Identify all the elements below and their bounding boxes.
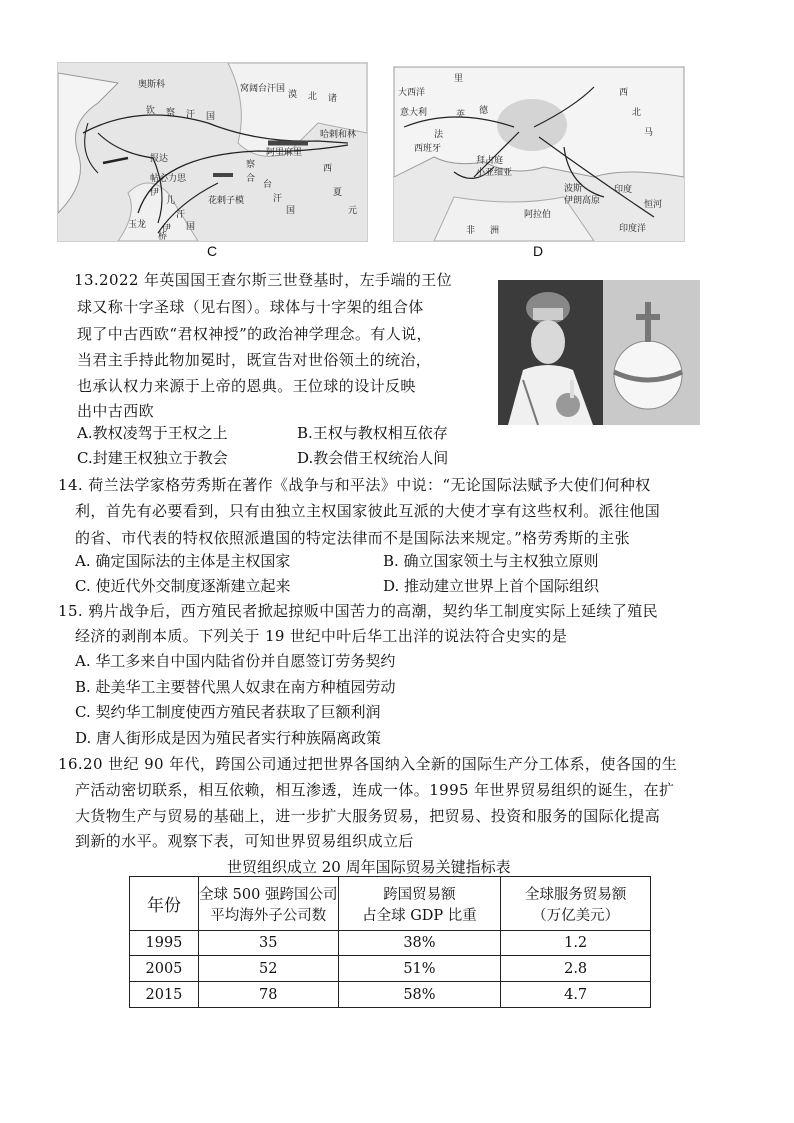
q15-option-c[interactable]: C. 契约华工制度使西方殖民者获取了巨额利润 [75,703,381,721]
d-label-17: 印度洋 [619,223,647,233]
cell-subsidiaries: 78 [198,982,338,1008]
header-services-line-2: （万亿美元） [532,907,620,924]
d-label-1: 里 [454,73,464,83]
q13-option-d[interactable]: D.教会借王权统治人间 [297,449,449,467]
header-subsidiaries-line-2: 平均海外子公司数 [210,907,327,924]
d-label-14: 北 [632,107,642,117]
c-label-16: 花剌子模 [208,195,245,205]
c-label-20: 伊 [150,187,160,197]
map-d [393,66,685,242]
map-d-drawing [394,67,684,241]
q13-stem-line-3: 现了中古西欧“君权神授”的政治神学理念。有人说， [77,325,432,343]
c-label-1: 钦 [146,105,156,115]
q15-option-d[interactable]: D. 唐人街形成是因为殖民者实行种族隔离政策 [75,729,382,747]
c-label-24: 报达 [150,153,169,163]
q14-option-b[interactable]: B. 确立国家领土与主权独立原则 [383,552,599,570]
c-label-3: 汗 [186,109,196,119]
c-label-2: 察 [166,107,176,117]
q14-option-d[interactable]: D. 推动建立世界上首个国际组织 [383,577,600,595]
d-label-4: 法 [434,129,444,139]
c-label-14: 汗 [273,193,283,203]
cell-trade-share: 58% [338,982,501,1008]
header-trade-share-line-2: 占全球 GDP 比重 [362,907,477,924]
q14-stem-line-2: 利，首先有必要看到，只有由独立主权国家彼此互派的大使才享有这些权利。派往他国 [75,502,661,520]
c-label-5: 窝阔台汗国 [240,83,286,93]
c-label-6: 漠 [288,89,298,99]
q15-stem-line-2: 经济的剥削本质。下列关于 19 世纪中叶后华工出洋的说法符合史实的是 [75,627,568,645]
table-row [130,931,651,956]
d-label-18: 恒河 [644,199,663,209]
coronation-photo-drawing [498,280,700,425]
q16-stem-line-1: 16.20 世纪 90 年代，跨国公司通过把世界各国纳入全新的国际生产分工体系，使各国的生 [58,755,678,773]
c-label-21: 儿 [166,195,176,205]
c-label-22: 汗 [176,209,186,219]
cell-year: 1995 [130,931,199,956]
map-c [57,62,368,242]
q13-stem-line-6: 出中古西欧 [77,402,155,420]
d-label-15: 马 [644,127,654,137]
c-label-23: 国 [186,221,196,231]
c-label-15: 国 [286,205,296,215]
q13-option-c[interactable]: C.封建王权独立于教会 [77,449,228,467]
c-label-4: 国 [206,111,216,121]
d-label-2: 英 [456,109,466,119]
c-label-7: 北 [308,91,318,101]
q13-stem-line-5: 也承认权力来源于上帝的恩典。王位球的设计反映 [77,377,416,395]
cell-trade-share: 51% [338,956,501,982]
q16-stem-line-4: 到新的水平。观察下表，可知世界贸易组织成立后 [75,832,414,850]
d-label-0: 大西洋 [398,87,426,97]
d-label-16: 印度 [614,184,633,194]
table-row [130,956,651,982]
c-label-19: 元 [348,205,358,215]
header-trade-share [338,877,501,931]
table-title: 世贸组织成立 20 周年国际贸易关键指标表 [227,858,511,876]
q13-stem-line-1: 13.2022 年英国国王查尔斯三世登基时，左手端的王位 [74,271,452,289]
d-label-7: 拜占庭 [476,155,504,165]
c-label-18: 夏 [333,187,343,197]
d-label-5: 德 [479,105,489,115]
indicator-table [129,876,651,1008]
cell-subsidiaries: 35 [198,931,338,956]
d-label-19: 阿拉伯 [524,209,552,219]
cell-trade-share: 38% [338,931,501,956]
d-label-11: 非 [466,225,476,235]
q14-option-c[interactable]: C. 使近代外交制度逐渐建立起来 [75,577,291,595]
q16-stem-line-3: 大货物生产与贸易的基础上，进一步扩大服务贸易，把贸易、投资和服务的国际化提高 [75,807,661,825]
c-label-13: 台 [263,179,273,189]
header-subsidiaries-line-1: 全球 500 强跨国公司 [199,886,338,903]
d-label-6: 意大利 [400,107,428,117]
c-label-28: 桥 [158,231,168,241]
cell-services: 1.2 [501,931,651,956]
q13-option-b[interactable]: B.王权与教权相互依存 [297,424,448,442]
c-label-11: 察 [246,159,256,169]
c-label-12: 合 [246,173,256,183]
c-label-10: 阿里麻里 [266,147,303,157]
q14-stem-line-1: 14. 荷兰法学家格劳秀斯在著作《战争与和平法》中说：“无论国际法赋予大使们何种权 [58,476,651,494]
c-label-0: 奥斯科 [138,79,166,89]
c-label-17: 西 [323,163,333,173]
c-label-9: 哈剌和林 [320,129,357,139]
d-label-12: 洲 [490,225,500,235]
map-c-label: C [207,243,218,259]
cell-year: 2015 [130,982,199,1008]
header-trade-share-line-1: 跨国贸易额 [383,886,456,903]
c-label-27: 伊 [162,223,172,233]
q14-option-a[interactable]: A. 确定国际法的主体是主权国家 [75,552,291,570]
table-row [130,982,651,1008]
map-d-label: D [533,243,544,259]
q14-stem-line-3: 的省、市代表的特权依照派遣国的特定法律而不是国际法来规定。”格劳秀斯的主张 [75,529,630,547]
c-label-26: 玉龙 [128,219,147,229]
header-subsidiaries [198,877,338,931]
c-label-8: 诸 [328,93,338,103]
c-label-25: 帖必力思 [150,173,187,183]
q16-stem-line-2: 产活动密切联系，相互依赖，相互渗透，连成一体。1995 年世界贸易组织的诞生，在扩 [75,781,675,799]
header-services-line-1: 全球服务贸易额 [524,886,627,903]
cell-subsidiaries: 52 [198,956,338,982]
d-label-8: 小亚细亚 [476,167,513,177]
d-label-9: 伊朗高原 [564,195,601,205]
header-year: 年份 [130,877,199,931]
q13-stem-line-4: 当君主手持此物加冕时，既宣告对世俗领土的统治， [77,351,432,369]
cell-year: 2005 [130,956,199,982]
coronation-photo [498,280,700,425]
map-c-drawing [58,63,367,241]
q15-option-a[interactable]: A. 华工多来自中国内陆省份并自愿签订劳务契约 [75,652,396,670]
q15-option-b[interactable]: B. 赴美华工主要替代黑人奴隶在南方种植园劳动 [75,678,396,696]
q13-option-a[interactable]: A.教权凌驾于王权之上 [77,424,228,442]
table-header-row [130,877,651,931]
cell-services: 4.7 [501,982,651,1008]
header-services [501,877,651,931]
d-label-3: 西班牙 [414,143,442,153]
d-label-10: 波斯 [564,183,583,193]
d-label-13: 西 [619,87,629,97]
q15-stem-line-1: 15. 鸦片战争后，西方殖民者掀起掠贩中国苦力的高潮，契约华工制度实际上延续了殖民 [58,602,659,620]
cell-services: 2.8 [501,956,651,982]
q13-stem-line-2: 球又称十字圣球（见右图）。球体与十字架的组合体 [77,298,424,316]
